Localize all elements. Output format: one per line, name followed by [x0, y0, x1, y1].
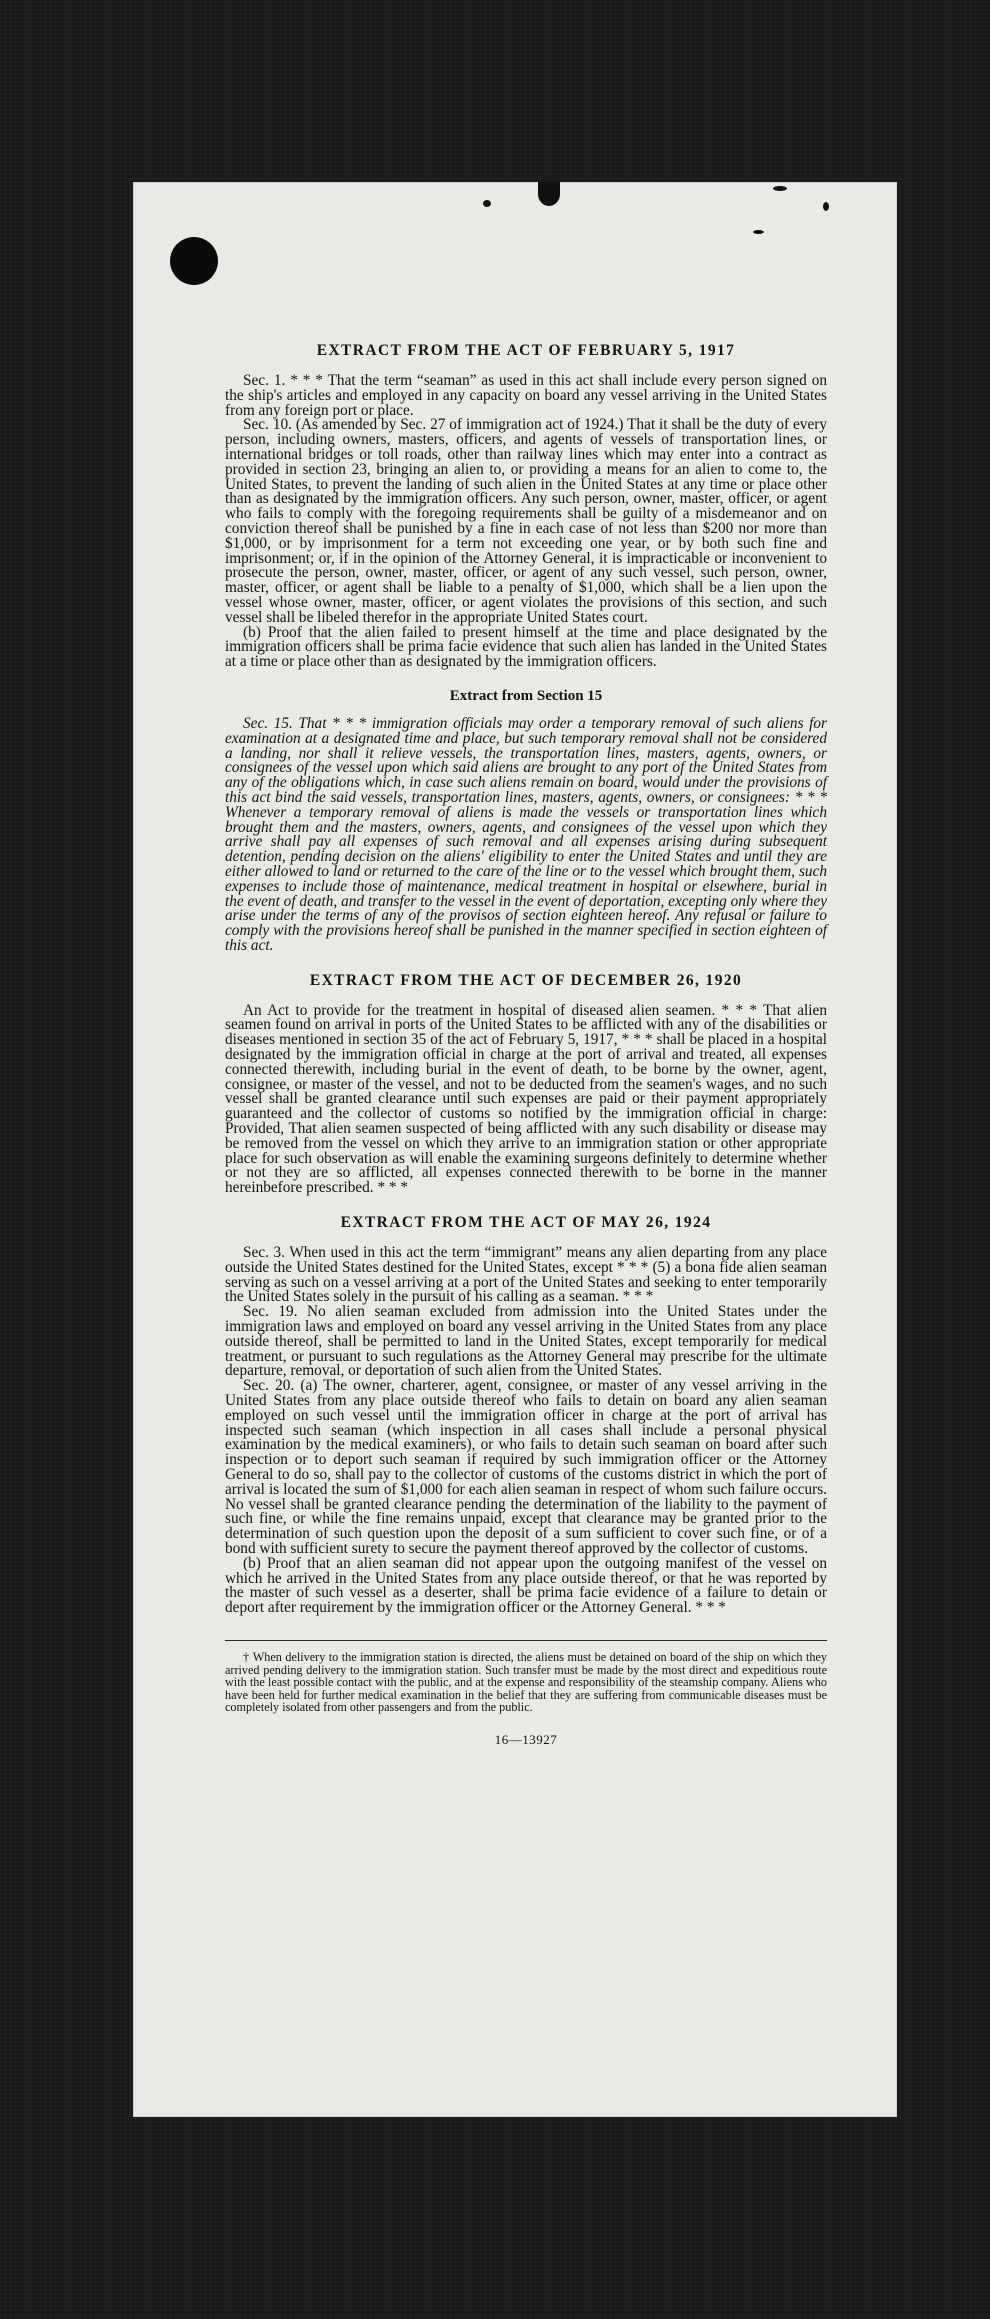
act-1920-text: An Act to provide for the treatment in hospital of diseased alien seamen. * * * That alien seamen found on arrival in ports of the United States to be afflicted with any of the disabilities or diseases mentioned in section 35 of the act of February 5, 1917, * * * shall be placed in a hospital designated by the immigration official in charge at the port of arrival and treated, all expenses connected therewith, including burial in the event of death, to be borne by the owner, agent, consignee, or master of the vessel, and not to be deducted from the seamen's wages, and no such vessel shall be granted clearance until such expenses are paid or their payment appropriately guaranteed and the collector of customs so notified by the immigration official in charge: Provided, That alien seamen suspected of being afflicted with any such disability or disease may be removed from the vessel on which they arrive to an immigration station or other appropriate place for such observation as will enable the examining surgeons definitely to determine whether or not they are so afflicted, all expenses connected therewith to be borne in the manner hereinbefore prescribed. * * * — [225, 1001, 827, 1197]
speck — [773, 186, 787, 191]
speck — [753, 230, 764, 234]
section-10-text: Sec. 10. (As amended by Sec. 27 of immigration act of 1924.) That it shall be the duty of every person, including owners, masters, officers, and agents of vessels of transportation lines, or international bridges or toll roads, other than railway lines which may enter into a contract as provided in section 23, bringing an alien to, or providing a means for an alien to come to, the United States, to prevent the landing of such alien in the United States at any time or place other than as designated by the immigration officers. Any such person, owner, master, officer, or agent who fails to comply with the foregoing requirements shall be guilty of a misdemeanor and on conviction thereof shall be punished by a fine in each case of not less than $200 nor more than $1,000, or by imprisonment for a term not exceeding one year, or by both such fine and imprisonment; or, if in the opinion of the Attorney General, it is impracticable or inconvenient to prosecute the person, owner, master, officer, or agent of any such vessel, such person, owner, master, officer, or agent shall be liable to a penalty of $1,000, which shall be a lien upon the vessel whose owner, master, officer, or agent violates the provisions of this section, and such vessel shall be libeled therefor in the appropriate United States court. — [225, 416, 827, 626]
heading-act-1917: EXTRACT FROM THE ACT OF FEBRUARY 5, 1917 — [316, 342, 736, 359]
footnote — [225, 1651, 827, 1714]
section-19-text: Sec. 19. No alien seaman excluded from admission into the United States under the immigration laws and employed on board any vessel arriving in the United States from any place outside thereof, shall be permitted to land in the United States, except temporarily for medical treatment, or pursuant to such regulations as the Attorney General may prescribe for the ultimate departure, removal, or deportation of such alien from the United States. — [225, 1303, 827, 1380]
punch-hole — [170, 237, 218, 285]
print-code: 16—13927 — [494, 1731, 558, 1747]
section-15-text: Sec. 15. That * * * immigration officials may order a temporary removal of such aliens for examination at a designated time and place, but such temporary removal shall not be considered a landing, nor shall it relieve vessels, the transportation lines, masters, agents, owners, or consignees of the vessel upon which said aliens are brought to any port of the United States from any of the obligations which, in case such aliens remain on board, would under the provisions of this act bind the said vessels, transportation lines, masters, agents, owners, or consignees: * * * Whenever a temporary removal of aliens is made the vessels or transportation lines which brought them and the masters, owners, agents, and consignees of the vessel upon which they arrive shall pay all expenses of such removal and all expenses arising during subsequent detention, pending decision on the aliens' eligibility to enter the United States and until they are either allowed to land or returned to the care of the line or to the vessel which brought them, such expenses to include those of maintenance, medical treatment in hospital or elsewhere, burial in the event of death, and transfer to the vessel in the event of deportation, excepting only where they arise under the terms of any of the provisos of section eighteen hereof. Any refusal or failure to comply with the provisions hereof shall be punished in the manner specified in section eighteen of this act. — [225, 714, 827, 954]
speck — [823, 202, 829, 211]
section-1-text: Sec. 1. * * * That the term “seaman” as used in this act shall include every person signed on the ship's articles and employed in any capacity on board any vessel arriving in the United States from any foreign port or place. — [225, 372, 827, 419]
section-3-text: Sec. 3. When used in this act the term “immigrant” means any alien departing from any place outside the United States destined for the United States, except * * * (5) a bona fide alien seaman serving as such on a vessel arriving at a port of the United States and seeking to enter temporarily the United States solely in the pursuit of his calling as a seaman. * * * — [225, 1244, 827, 1306]
speck — [483, 200, 491, 207]
heading-act-1924: EXTRACT FROM THE ACT OF MAY 26, 1924 — [340, 1214, 712, 1232]
ink-blot — [538, 182, 560, 206]
heading-section-15: Extract from Section 15 — [449, 687, 603, 704]
section-20b-text: (b) Proof that an alien seaman did not appear upon the outgoing manifest of the vessel on which he arrived in the United States from any place outside thereof, or that he was reported by the master of such vessel as a deserter, shall be prima facie evidence of a failure to detain or deport after requirement by the immigration officer or the Attorney General. * * * — [225, 1554, 827, 1617]
footnote-text: † When delivery to the immigration station is directed, the aliens must be detained on board of the ship on which they arrived pending delivery to the immigration station. Such transfer must be made by the most direct and expeditious route with the least possible contact with the public, and at the expense and responsibility of the steamship company. Aliens who have been held for further medical examination in the belief that they are suffering from communicable diseases must be completely isolated from other passengers and from the public. — [225, 1649, 827, 1715]
section-10b-text: (b) Proof that the alien failed to present himself at the time and place designated by the immigration officers shall be prima facie evidence that such alien has landed in the United States at a time or place other than as designated by the immigration officers. — [225, 623, 827, 671]
document-page — [133, 182, 897, 2117]
heading-act-1920: EXTRACT FROM THE ACT OF DECEMBER 26, 1920 — [309, 971, 743, 989]
footnote-divider — [225, 1640, 827, 1641]
section-20-text: Sec. 20. (a) The owner, charterer, agent, consignee, or master of any vessel arriving in the United States from any place outside thereof who fails to detain on board any alien seaman employed on such vessel until the immigration officer in charge at the port of arrival has inspected such seaman (which inspection in all cases shall include a personal physical examination by the medical examiners), or who fails to detain such seaman on board after such inspection or to deport such seaman if required by such immigration officer or the Attorney General to do so, shall pay to the collector of customs of the customs district in which the port of arrival is located the sum of $1,000 for each alien seaman in respect of whom such failure occurs. No vessel shall be granted clearance pending the determination of the liability to the payment of such fine, or while the fine remains unpaid, except that clearance may be granted prior to the determination of such question upon the deposit of a sum sufficient to cover such fine, or of a bond with sufficient surety to secure the payment thereof approved by the collector of customs. — [225, 1377, 827, 1557]
